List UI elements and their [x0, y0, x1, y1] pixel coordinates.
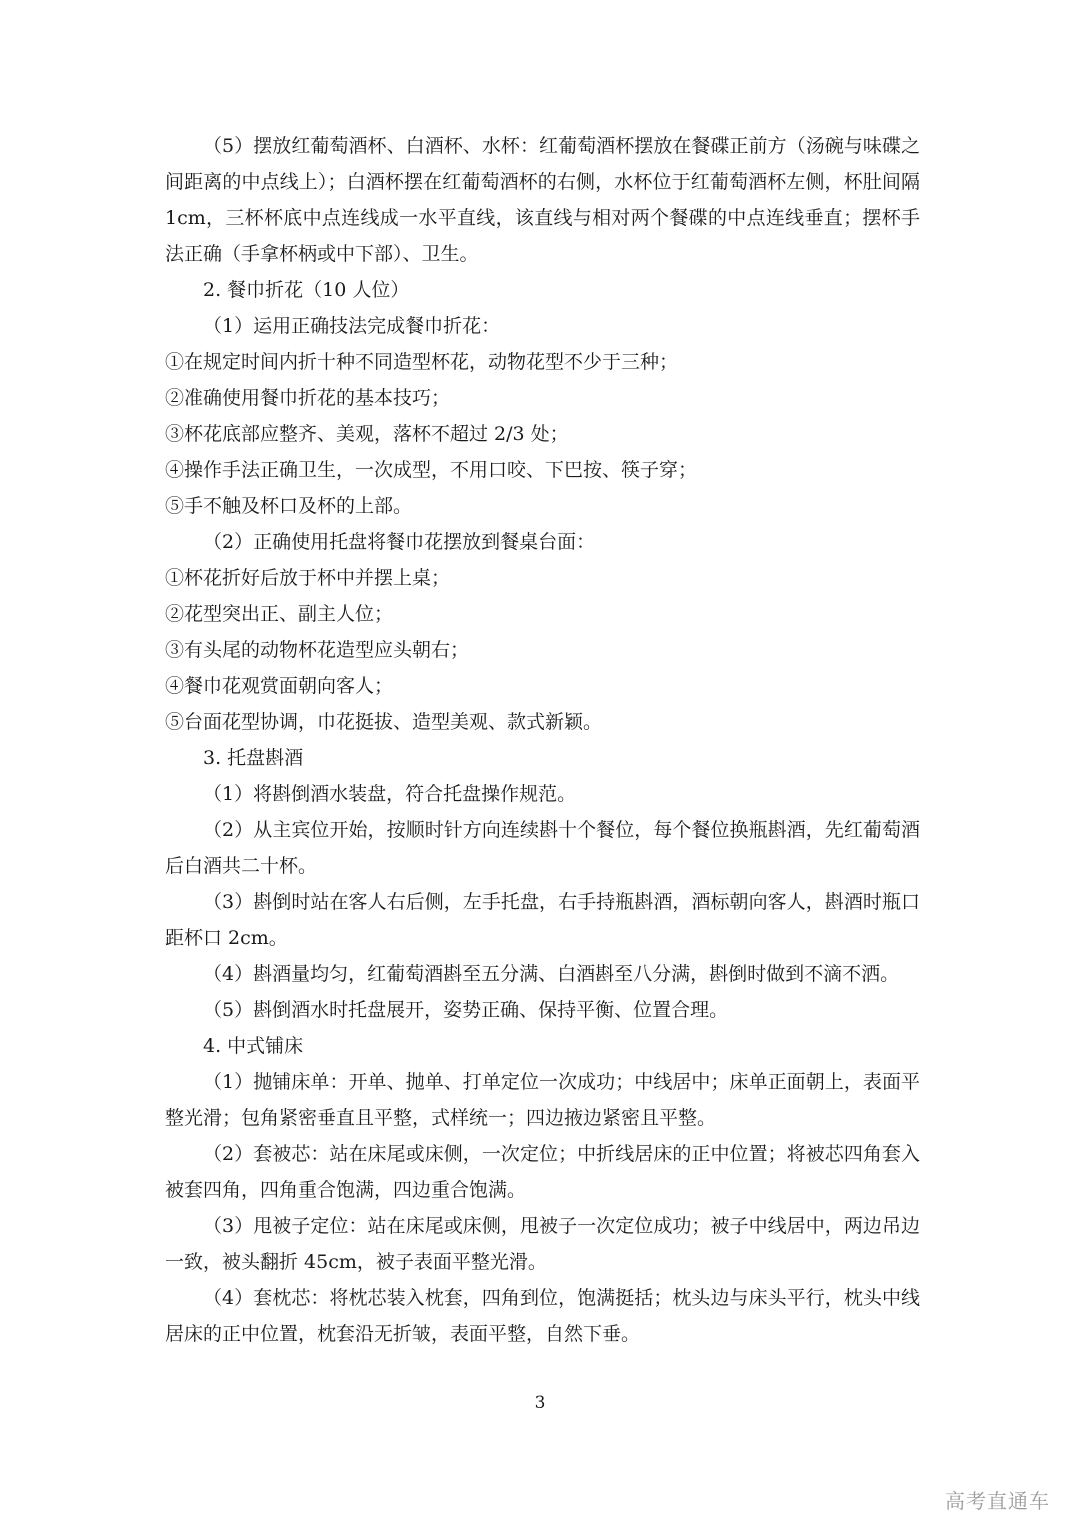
paragraph-bed-3: （3）甩被子定位：站在床尾或床侧，甩被子一次定位成功；被子中线居中，两边吊边一致，被头翻折 45cm，被子表面平整光滑。: [165, 1215, 920, 1273]
list-item: ⑤手不触及杯口及杯的上部。: [165, 495, 413, 517]
paragraph-bed-1: （1）抛铺床单：开单、抛单、打单定位一次成功；中线居中；床单正面朝上，表面平整光滑；包角紧密垂直且平整，式样统一；四边掖边紧密且平整。: [165, 1071, 920, 1129]
paragraph-pouring-1: （1）将斟倒酒水装盘，符合托盘操作规范。: [203, 783, 577, 805]
list-item: ①杯花折好后放于杯中并摆上桌；: [165, 567, 451, 589]
list-item: ①在规定时间内折十种不同造型杯花，动物花型不少于三种；: [165, 351, 679, 373]
list-item: ③杯花底部应整齐、美观，落杯不超过 2/3 处；: [165, 423, 569, 445]
heading-bed-making: 4. 中式铺床: [203, 1035, 304, 1057]
paragraph-pouring-3: （3）斟倒时站在客人右后侧，左手托盘，右手持瓶斟酒，酒标朝向客人，斟酒时瓶口距杯口 2cm。: [165, 891, 920, 949]
paragraph-napkin-2: （2）正确使用托盘将餐巾花摆放到餐桌台面：: [203, 531, 596, 553]
paragraph-bed-4: （4）套枕芯：将枕芯装入枕套，四角到位，饱满挺括；枕头边与床头平行，枕头中线居床的正中位置，枕套沿无折皱，表面平整，自然下垂。: [165, 1287, 920, 1345]
paragraph-bed-2: （2）套被芯：站在床尾或床侧，一次定位；中折线居床的正中位置；将被芯四角套入被套四角，四角重合饱满，四边重合饱满。: [165, 1143, 920, 1201]
list-item: ②花型突出正、副主人位；: [165, 603, 394, 625]
list-item: ③有头尾的动物杯花造型应头朝右；: [165, 639, 470, 661]
list-item: ②准确使用餐巾折花的基本技巧；: [165, 387, 451, 409]
heading-napkin-folding: 2. 餐巾折花（10 人位）: [203, 279, 410, 301]
body-text: [165, 128, 920, 1352]
heading-tray-pouring: 3. 托盘斟酒: [203, 747, 304, 769]
watermark: 高考直通车: [945, 1489, 1050, 1513]
list-item: ⑤台面花型协调，巾花挺拔、造型美观、款式新颖。: [165, 711, 603, 733]
list-item: ④餐巾花观赏面朝向客人；: [165, 675, 394, 697]
paragraph-pouring-5: （5）斟倒酒水时托盘展开，姿势正确、保持平衡、位置合理。: [203, 999, 729, 1021]
list-item: ④操作手法正确卫生，一次成型，不用口咬、下巴按、筷子穿；: [165, 459, 698, 481]
paragraph-napkin-1: （1）运用正确技法完成餐巾折花：: [203, 315, 501, 337]
paragraph-glass-placement: （5）摆放红葡萄酒杯、白酒杯、水杯：红葡萄酒杯摆放在餐碟正前方（汤碗与味碟之间距离的中点线上）；白酒杯摆在红葡萄酒杯的右侧，水杯位于红葡萄酒杯左侧，杯肚间隔 1cm，三杯杯底中点连线成一水平直线，该直线与相对两个餐碟的中点连线垂直；摆杯手法正确（手拿杯柄或中下部）、卫生。: [165, 135, 920, 265]
page-number: 3: [534, 1393, 546, 1413]
paragraph-pouring-4: （4）斟酒量均匀，红葡萄酒斟至五分满、白酒斟至八分满，斟倒时做到不滴不洒。: [203, 963, 900, 985]
paragraph-pouring-2: （2）从主宾位开始，按顺时针方向连续斟十个餐位，每个餐位换瓶斟酒，先红葡萄酒后白酒共二十杯。: [165, 819, 920, 877]
